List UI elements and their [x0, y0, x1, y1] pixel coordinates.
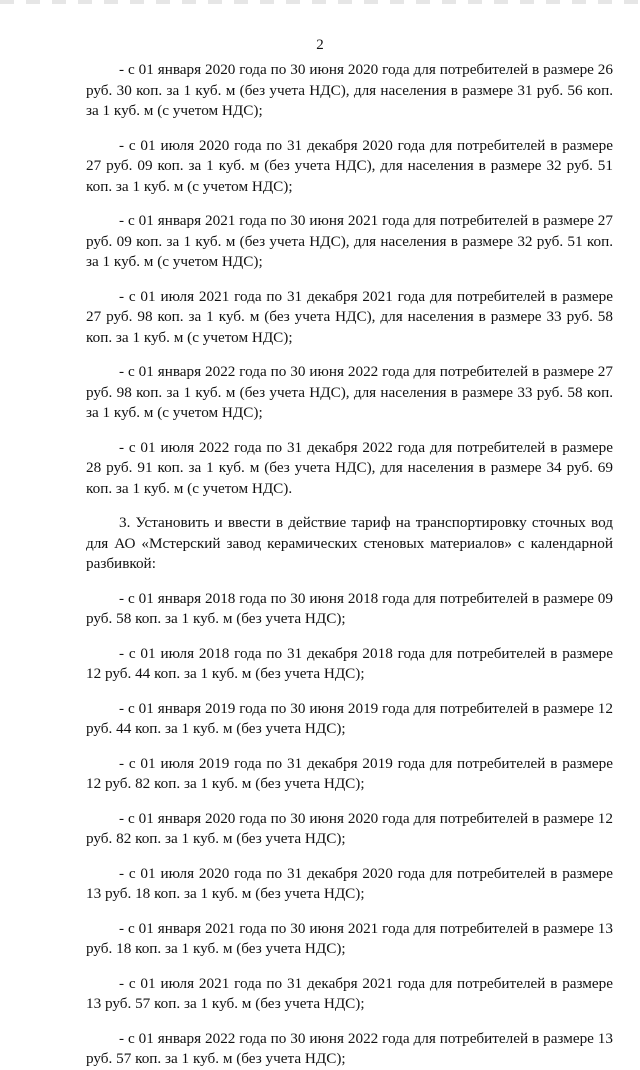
tariff-item-text: - с 01 июля 2022 года по 31 декабря 2022 года для потребителей в размере 28 руб. 91 коп. за 1 куб. м (без учета НДС), для населения в размере 34 руб. 69 коп. за 1 куб. м (с учетом НДС). — [86, 438, 613, 497]
tariff-item-text: - с 01 января 2021 года по 30 июня 2021 года для потребителей в размере 27 руб. 09 коп. за 1 куб. м (без учета НДС), для населения в размере 32 руб. 51 коп. за 1 куб. м (с учетом НДС); — [86, 212, 613, 270]
tariff-item — [86, 809, 613, 850]
tariff-item — [86, 60, 613, 122]
tariff-item — [86, 864, 613, 905]
tariff-item-text: - с 01 июля 2021 года по 31 декабря 2021 года для потребителей в размере 13 руб. 57 коп. за 1 куб. м (без учета НДС); — [86, 974, 613, 1012]
tariff-item-text: - с 01 января 2021 года по 30 июня 2021 года для потребителей в размере 13 руб. 18 коп. за 1 куб. м (без учета НДС); — [86, 919, 613, 957]
tariff-item — [86, 974, 613, 1015]
tariff-item-text: - с 01 января 2020 года по 30 июня 2020 года для потребителей в размере 12 руб. 82 коп. за 1 куб. м (без учета НДС); — [86, 809, 613, 847]
tariff-item — [86, 438, 613, 500]
tariff-item-text: - с 01 января 2020 года по 30 июня 2020 года для потребителей в размере 26 руб. 30 коп. за 1 куб. м (без учета НДС), для населения в размере 31 руб. 56 коп. за 1 куб. м (с учетом НДС); — [86, 61, 613, 119]
tariff-item — [86, 1029, 613, 1070]
tariff-item-text: - с 01 июля 2019 года по 31 декабря 2019 года для потребителей в размере 12 руб. 82 коп. за 1 куб. м (без учета НДС); — [86, 754, 613, 792]
tariff-item — [86, 287, 613, 349]
tariff-item — [86, 919, 613, 960]
tariff-item-text: - с 01 июля 2020 года по 31 декабря 2020 года для потребителей в размере 27 руб. 09 коп. за 1 куб. м (без учета НДС), для населения в размере 32 руб. 51 коп. за 1 куб. м (с учетом НДС); — [86, 136, 613, 195]
tariff-item-text: - с 01 июля 2021 года по 31 декабря 2021 года для потребителей в размере 27 руб. 98 коп. за 1 куб. м (без учета НДС), для населения в размере 33 руб. 58 коп. за 1 куб. м (с учетом НДС); — [86, 287, 613, 346]
tariff-item-text: - с 01 января 2022 года по 30 июня 2022 года для потребителей в размере 13 руб. 57 коп. за 1 куб. м (без учета НДС); — [86, 1029, 613, 1067]
document-body — [86, 60, 613, 1070]
tariff-item — [86, 754, 613, 795]
tariff-item-text: - с 01 июля 2020 года по 31 декабря 2020 года для потребителей в размере 13 руб. 18 коп. за 1 куб. м (без учета НДС); — [86, 864, 613, 902]
section-3-heading — [86, 513, 613, 575]
tariff-item-text: - с 01 января 2018 года по 30 июня 2018 года для потребителей в размере 09 руб. 58 коп. за 1 куб. м (без учета НДС); — [86, 589, 613, 627]
tariff-item-text: - с 01 января 2019 года по 30 июня 2019 года для потребителей в размере 12 руб. 44 коп. за 1 куб. м (без учета НДС); — [86, 699, 613, 737]
page-number: 2 — [316, 37, 324, 53]
tariff-item — [86, 136, 613, 198]
tariff-item-text: - с 01 января 2022 года по 30 июня 2022 года для потребителей в размере 27 руб. 98 коп. за 1 куб. м (без учета НДС), для населения в размере 33 руб. 58 коп. за 1 куб. м (с учетом НДС); — [86, 363, 613, 421]
tariff-item — [86, 644, 613, 685]
tariff-item — [86, 362, 613, 424]
tariff-item-text: - с 01 июля 2018 года по 31 декабря 2018 года для потребителей в размере 12 руб. 44 коп. за 1 куб. м (без учета НДС); — [86, 644, 613, 682]
tariff-item — [86, 589, 613, 630]
tariff-item — [86, 699, 613, 740]
section-3-text: 3. Установить и ввести в действие тариф на транспортировку сточных вод для АО «Мстерский завод керамических стеновых материалов» с календарной разбивкой: — [86, 514, 613, 572]
scan-edge-artifact — [0, 0, 640, 4]
tariff-item — [86, 211, 613, 273]
